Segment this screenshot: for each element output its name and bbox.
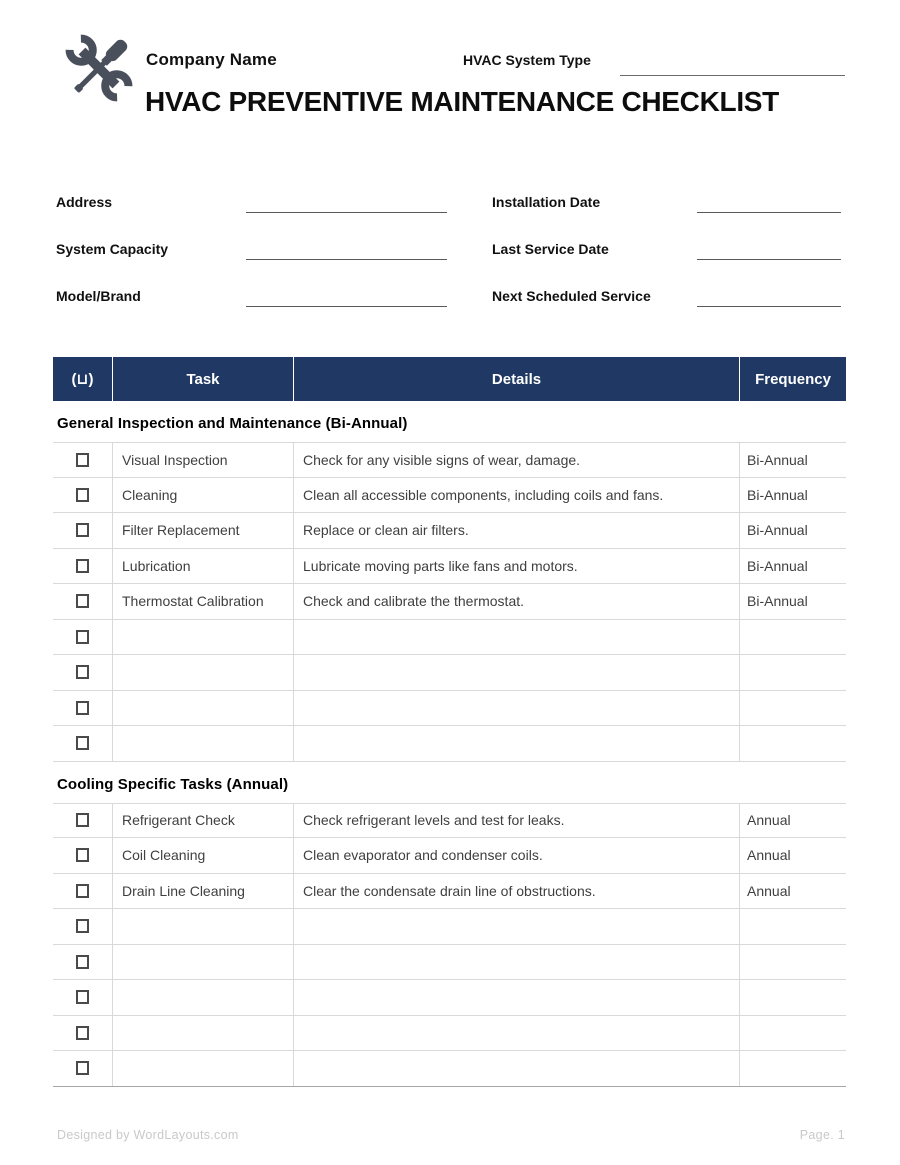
table-body bbox=[53, 401, 846, 1087]
details-cell bbox=[293, 691, 739, 726]
model-brand-label: Model/Brand bbox=[56, 288, 141, 304]
frequency-cell bbox=[739, 620, 846, 655]
screwdriver-icon bbox=[72, 37, 130, 95]
task-cell: Drain Line Cleaning bbox=[112, 874, 293, 909]
frequency-cell: Annual bbox=[739, 838, 846, 873]
address-label: Address bbox=[56, 194, 113, 210]
table-row bbox=[53, 838, 846, 874]
frequency-cell bbox=[739, 1051, 846, 1086]
checkbox-cell bbox=[53, 620, 112, 655]
company-name: Company Name bbox=[146, 50, 277, 69]
task-cell bbox=[112, 726, 293, 761]
task-checkbox[interactable] bbox=[76, 955, 89, 969]
details-cell bbox=[293, 726, 739, 761]
footer-credit: Designed by WordLayouts.com bbox=[57, 1128, 239, 1142]
footer-page-number: Page. 1 bbox=[799, 1128, 845, 1142]
task-checkbox[interactable] bbox=[76, 848, 89, 862]
table-row bbox=[53, 1016, 846, 1052]
details-cell: Clean all accessible components, including coils and fans. bbox=[293, 478, 739, 513]
details-cell: Clear the condensate drain line of obstructions. bbox=[293, 874, 739, 909]
frequency-cell: Annual bbox=[739, 874, 846, 909]
task-checkbox[interactable] bbox=[76, 453, 89, 467]
header-task-column: Task bbox=[112, 357, 293, 401]
frequency-cell bbox=[739, 726, 846, 761]
details-cell: Check and calibrate the thermostat. bbox=[293, 584, 739, 619]
task-cell bbox=[112, 1016, 293, 1051]
details-cell: Lubricate moving parts like fans and motors. bbox=[293, 549, 739, 584]
task-checkbox[interactable] bbox=[76, 1026, 89, 1040]
header-check-column: (⊔) bbox=[71, 371, 94, 388]
task-cell bbox=[112, 945, 293, 980]
last-service-date-label: Last Service Date bbox=[492, 241, 609, 257]
task-cell: Refrigerant Check bbox=[112, 804, 293, 838]
task-cell: Filter Replacement bbox=[112, 513, 293, 548]
section-title: Cooling Specific Tasks (Annual) bbox=[57, 775, 289, 793]
task-cell bbox=[112, 909, 293, 944]
task-cell bbox=[112, 691, 293, 726]
last-service-date-input-line[interactable] bbox=[697, 242, 841, 260]
frequency-cell bbox=[739, 945, 846, 980]
details-cell bbox=[293, 945, 739, 980]
model-brand-input-line[interactable] bbox=[246, 289, 447, 307]
hvac-system-type-input-line[interactable] bbox=[620, 58, 845, 76]
checkbox-cell bbox=[53, 945, 112, 980]
table-row bbox=[53, 1051, 846, 1087]
details-cell: Check for any visible signs of wear, damage. bbox=[293, 443, 739, 477]
task-checkbox[interactable] bbox=[76, 594, 89, 608]
task-checkbox[interactable] bbox=[76, 630, 89, 644]
checkbox-cell bbox=[53, 874, 112, 909]
table-row bbox=[53, 803, 846, 839]
task-cell bbox=[112, 1051, 293, 1086]
details-cell bbox=[293, 655, 739, 690]
frequency-cell bbox=[739, 1016, 846, 1051]
details-cell bbox=[293, 909, 739, 944]
task-cell: Coil Cleaning bbox=[112, 838, 293, 873]
task-checkbox[interactable] bbox=[76, 665, 89, 679]
frequency-cell: Bi-Annual bbox=[739, 549, 846, 584]
table-row bbox=[53, 513, 846, 549]
section-rows bbox=[53, 803, 846, 1087]
details-cell: Replace or clean air filters. bbox=[293, 513, 739, 548]
table-row bbox=[53, 874, 846, 910]
frequency-cell: Bi-Annual bbox=[739, 513, 846, 548]
details-cell bbox=[293, 620, 739, 655]
task-checkbox[interactable] bbox=[76, 990, 89, 1004]
checkbox-cell bbox=[53, 804, 112, 838]
checkbox-cell bbox=[53, 584, 112, 619]
table-row bbox=[53, 655, 846, 691]
header-details-column: Details bbox=[293, 357, 739, 401]
details-cell bbox=[293, 980, 739, 1015]
checkbox-cell bbox=[53, 909, 112, 944]
table-row bbox=[53, 584, 846, 620]
checkbox-cell bbox=[53, 655, 112, 690]
checkbox-cell bbox=[53, 838, 112, 873]
checkbox-cell bbox=[53, 980, 112, 1015]
task-checkbox[interactable] bbox=[76, 559, 89, 573]
checkbox-cell bbox=[53, 443, 112, 477]
frequency-cell: Annual bbox=[739, 804, 846, 838]
details-cell bbox=[293, 1016, 739, 1051]
frequency-cell bbox=[739, 691, 846, 726]
frequency-cell bbox=[739, 980, 846, 1015]
table-row bbox=[53, 620, 846, 656]
task-checkbox[interactable] bbox=[76, 523, 89, 537]
frequency-cell bbox=[739, 655, 846, 690]
section-rows bbox=[53, 442, 846, 762]
table-row bbox=[53, 909, 846, 945]
table-row bbox=[53, 691, 846, 727]
checkbox-cell bbox=[53, 513, 112, 548]
installation-date-input-line[interactable] bbox=[697, 195, 841, 213]
system-capacity-label: System Capacity bbox=[56, 241, 169, 257]
table-row bbox=[53, 726, 846, 762]
task-cell: Lubrication bbox=[112, 549, 293, 584]
details-cell bbox=[293, 1051, 739, 1086]
frequency-cell: Bi-Annual bbox=[739, 443, 846, 477]
checkbox-cell bbox=[53, 1051, 112, 1086]
checklist-table bbox=[53, 357, 846, 1087]
checkbox-cell bbox=[53, 549, 112, 584]
frequency-cell bbox=[739, 909, 846, 944]
header-frequency-column: Frequency bbox=[739, 357, 846, 401]
task-cell bbox=[112, 655, 293, 690]
task-checkbox[interactable] bbox=[76, 813, 89, 827]
task-checkbox[interactable] bbox=[76, 1061, 89, 1075]
task-cell bbox=[112, 620, 293, 655]
checkbox-cell bbox=[53, 691, 112, 726]
tools-logo-icon bbox=[55, 28, 143, 108]
page-title: HVAC PREVENTIVE MAINTENANCE CHECKLIST bbox=[145, 86, 779, 117]
task-checkbox[interactable] bbox=[76, 919, 89, 933]
frequency-cell: Bi-Annual bbox=[739, 584, 846, 619]
details-cell: Check refrigerant levels and test for leaks. bbox=[293, 804, 739, 838]
table-row bbox=[53, 442, 846, 478]
section-title: General Inspection and Maintenance (Bi-Annual) bbox=[57, 415, 408, 432]
table-row bbox=[53, 945, 846, 981]
system-capacity-input-line[interactable] bbox=[246, 242, 447, 260]
checkbox-cell bbox=[53, 726, 112, 761]
frequency-cell: Bi-Annual bbox=[739, 478, 846, 513]
installation-date-label: Installation Date bbox=[492, 194, 601, 210]
task-cell: Cleaning bbox=[112, 478, 293, 513]
task-cell bbox=[112, 980, 293, 1015]
next-scheduled-service-label: Next Scheduled Service bbox=[492, 288, 651, 304]
hvac-system-type-label: HVAC System Type bbox=[463, 52, 591, 68]
table-row bbox=[53, 980, 846, 1016]
checkbox-cell bbox=[53, 478, 112, 513]
address-input-line[interactable] bbox=[246, 195, 447, 213]
task-checkbox[interactable] bbox=[76, 736, 89, 750]
checkbox-cell bbox=[53, 1016, 112, 1051]
table-header-row bbox=[53, 357, 846, 401]
task-cell: Visual Inspection bbox=[112, 443, 293, 477]
task-checkbox[interactable] bbox=[76, 701, 89, 715]
next-scheduled-service-input-line[interactable] bbox=[697, 289, 841, 307]
table-row bbox=[53, 478, 846, 514]
table-row bbox=[53, 549, 846, 585]
task-checkbox[interactable] bbox=[76, 488, 89, 502]
task-cell: Thermostat Calibration bbox=[112, 584, 293, 619]
task-checkbox[interactable] bbox=[76, 884, 89, 898]
details-cell: Clean evaporator and condenser coils. bbox=[293, 838, 739, 873]
